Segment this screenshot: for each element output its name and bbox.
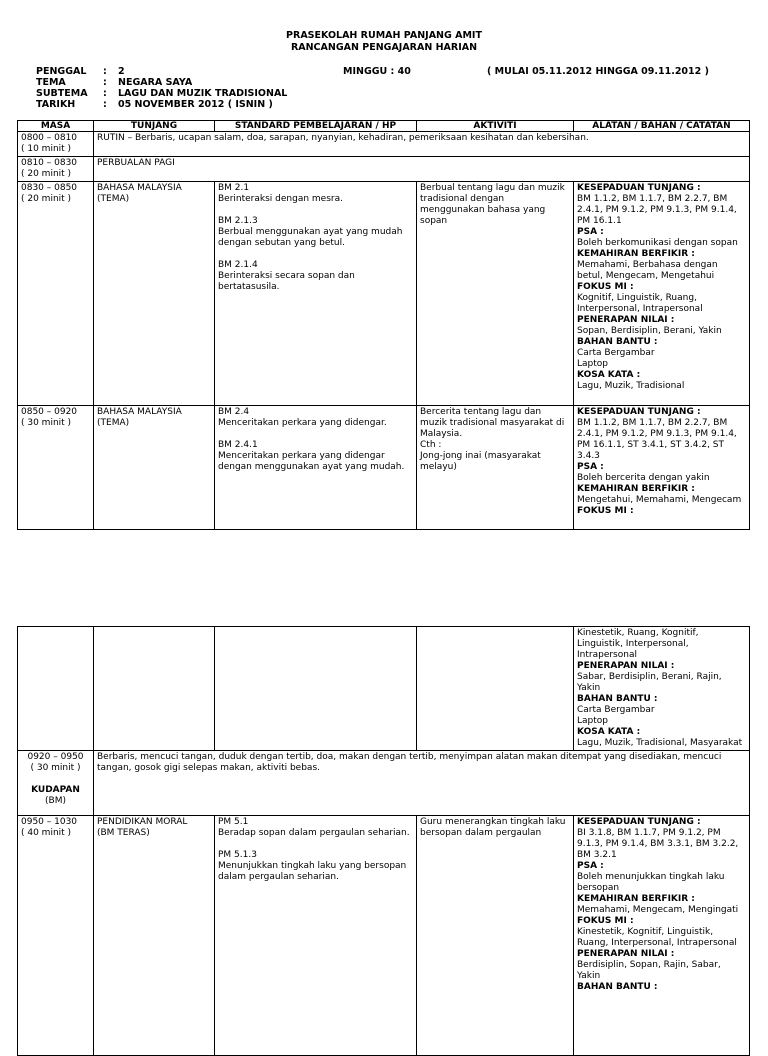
masa-duration: ( 40 minit ) xyxy=(21,828,72,838)
subtema-label: SUBTEMA xyxy=(36,88,88,99)
masa-cell xyxy=(18,132,94,157)
table-header-row xyxy=(18,121,750,132)
tema-value: NEGARA SAYA xyxy=(118,77,193,88)
sp-code: BM 2.4.1 xyxy=(218,440,258,450)
section-text: BI 3.1.8, BM 1.1.7, PM 9.1.2, PM 9.1.3, PM 9.1.4, BM 3.3.1, BM 3.2.2, BM 3.2.1 xyxy=(577,828,739,860)
penggal-value: 2 xyxy=(118,66,125,77)
sp-text: Menceritakan perkara yang didengar dengan menggunakan ayat yang mudah. xyxy=(218,451,405,472)
masa-time: 0850 – 0920 xyxy=(21,407,78,417)
kudapan-tunjang: (BM) xyxy=(45,796,66,806)
section-text: Laptop xyxy=(577,716,608,726)
masa-time: 0920 – 0950 xyxy=(27,752,84,762)
kudapan-cell: Berbaris, mencuci tangan, duduk dengan tertib, doa, makan dengan tertib, menyimpan alatan makan ditempat yang disediakan, mencuci tangan, gosok gigi selepas makan, aktiviti bebas. xyxy=(94,751,750,816)
table-row xyxy=(18,406,750,530)
section-text: BM 1.1.2, BM 1.1.7, BM 2.2.7, BM 2.4.1, PM 9.1.2, PM 9.1.3, PM 9.1.4, PM 16.1.1, ST 3.4.1, ST 3.4.2, ST 3.4.3 xyxy=(577,418,737,461)
section-text: Kognitif, Linguistik, Ruang, Interpersonal, Intrapersonal xyxy=(577,293,703,314)
section-heading: PENERAPAN NILAI : xyxy=(577,661,675,671)
spacer xyxy=(218,205,413,216)
masa-cell xyxy=(18,182,94,406)
section-heading: BAHAN BANTU : xyxy=(577,982,658,992)
sp-text: Beradap sopan dalam pergaulan seharian. xyxy=(218,828,410,838)
standard-cell xyxy=(215,406,417,530)
section-text: Boleh menunjukkan tingkah laku bersopan xyxy=(577,872,725,893)
masa-duration: ( 30 minit ) xyxy=(21,418,72,428)
alatan-cell xyxy=(574,816,750,1056)
tunjang-cell xyxy=(94,816,215,1056)
masa-time: 0800 – 0810 xyxy=(21,133,78,143)
section-heading: KOSA KATA : xyxy=(577,370,641,380)
section-heading: PENERAPAN NILAI : xyxy=(577,315,675,325)
page-2 xyxy=(0,590,768,1024)
column-header: AKTIVITI xyxy=(417,121,574,132)
spacer xyxy=(21,774,90,785)
sp-code: BM 2.1 xyxy=(218,183,250,193)
tunjang-type: (TEMA) xyxy=(97,194,130,204)
sp-code: BM 2.1.3 xyxy=(218,216,258,226)
standard-cell xyxy=(215,816,417,1056)
section-heading: FOKUS MI : xyxy=(577,282,634,292)
section-heading: KESEPADUAN TUNJANG : xyxy=(577,817,701,827)
section-text: Sabar, Berdisiplin, Berani, Rajin, Yakin xyxy=(577,672,722,693)
masa-cell xyxy=(18,157,94,182)
colon: : xyxy=(103,77,107,88)
tarikh-label: TARIKH xyxy=(36,99,76,110)
section-text: Lagu, Muzik, Tradisional xyxy=(577,381,685,391)
masa-time: 0830 – 0850 xyxy=(21,183,78,193)
table-row xyxy=(18,132,750,157)
section-text: Kinestetik, Ruang, Kognitif, Linguistik, Interpersonal, Intrapersonal xyxy=(577,628,699,660)
column-header: TUNJANG xyxy=(94,121,215,132)
tunjang-name: BAHASA MALAYSIA xyxy=(97,407,182,417)
sp-code: PM 5.1.3 xyxy=(218,850,257,860)
sp-code: BM 2.1.4 xyxy=(218,260,258,270)
aktiviti-cell xyxy=(417,627,574,751)
section-text: Kinestetik, Kognitif, Linguistik, Ruang, Interpersonal, Intrapersonal xyxy=(577,927,737,948)
lesson-plan-table xyxy=(17,120,750,530)
section-text: Mengetahui, Memahami, Mengecam xyxy=(577,495,742,505)
masa-cell xyxy=(18,406,94,530)
tunjang-cell xyxy=(94,182,215,406)
section-heading: FOKUS MI : xyxy=(577,916,634,926)
section-heading: KEMAHIRAN BERFIKIR : xyxy=(577,249,695,259)
table-row xyxy=(18,182,750,406)
section-heading: FOKUS MI : xyxy=(577,506,634,516)
section-text: BM 1.1.2, BM 1.1.7, BM 2.2.7, BM 2.4.1, PM 9.1.2, PM 9.1.3, PM 9.1.4, PM 16.1.1 xyxy=(577,194,737,226)
section-heading: PSA : xyxy=(577,861,604,871)
standard-cell xyxy=(215,182,417,406)
section-heading: KEMAHIRAN BERFIKIR : xyxy=(577,894,695,904)
section-text: Memahami, Mengecam, Mengingati xyxy=(577,905,739,915)
masa-time: 0950 – 1030 xyxy=(21,817,78,827)
section-heading: BAHAN BANTU : xyxy=(577,694,658,704)
masa-duration: ( 20 minit ) xyxy=(21,194,72,204)
date-range: ( MULAI 05.11.2012 HINGGA 09.11.2012 ) xyxy=(487,66,709,77)
column-header: ALATAN / BAHAN / CATATAN xyxy=(574,121,750,132)
section-heading: PSA : xyxy=(577,227,604,237)
section-text: Berdisiplin, Sopan, Rajin, Sabar, Yakin xyxy=(577,960,721,981)
spacer xyxy=(218,839,413,850)
colon: : xyxy=(103,66,107,77)
section-text: Carta Bergambar xyxy=(577,705,655,715)
aktiviti-text: Bercerita tentang lagu dan muzik tradisional masyarakat di Malaysia. xyxy=(420,407,565,439)
penggal-label: PENGGAL xyxy=(36,66,87,77)
spacer xyxy=(218,429,413,440)
aktiviti-text: Jong-jong inai (masyarakat melayu) xyxy=(420,451,541,472)
table-row xyxy=(18,816,750,1056)
aktiviti-cell xyxy=(417,406,574,530)
tunjang-type: (BM TERAS) xyxy=(97,828,150,838)
masa-duration: ( 30 minit ) xyxy=(30,763,81,773)
tunjang-cell xyxy=(94,627,215,751)
section-text: Boleh bercerita dengan yakin xyxy=(577,473,710,483)
section-heading: KESEPADUAN TUNJANG : xyxy=(577,407,701,417)
tunjang-cell xyxy=(94,406,215,530)
perbualan-cell: PERBUALAN PAGI xyxy=(94,157,750,182)
sp-text: Berinteraksi secara sopan dan bertatasusila. xyxy=(218,271,355,292)
column-header: MASA xyxy=(18,121,94,132)
section-text: Boleh berkomunikasi dengan sopan xyxy=(577,238,738,248)
sp-code: PM 5.1 xyxy=(218,817,249,827)
standard-cell xyxy=(215,627,417,751)
masa-duration: ( 20 minit ) xyxy=(21,169,72,179)
school-title: PRASEKOLAH RUMAH PANJANG AMIT xyxy=(286,30,482,41)
tunjang-name: PENDIDIKAN MORAL xyxy=(97,817,188,827)
column-header: STANDARD PEMBELAJARAN / HP xyxy=(215,121,417,132)
section-heading: PSA : xyxy=(577,462,604,472)
masa-cell xyxy=(18,751,94,816)
masa-duration: ( 10 minit ) xyxy=(21,144,72,154)
sp-code: BM 2.4 xyxy=(218,407,250,417)
sp-text: Berinteraksi dengan mesra. xyxy=(218,194,343,204)
sp-text: Berbual menggunakan ayat yang mudah dengan sebutan yang betul. xyxy=(218,227,403,248)
table-row xyxy=(18,751,750,816)
aktiviti-cell: Guru menerangkan tingkah laku bersopan dalam pergaulan xyxy=(417,816,574,1056)
section-heading: PENERAPAN NILAI : xyxy=(577,949,675,959)
masa-cell xyxy=(18,627,94,751)
alatan-cell xyxy=(574,182,750,406)
section-text: Carta Bergambar xyxy=(577,348,655,358)
colon: : xyxy=(103,99,107,110)
section-text: Lagu, Muzik, Tradisional, Masyarakat xyxy=(577,738,743,748)
masa-time: 0810 – 0830 xyxy=(21,158,78,168)
section-heading: KESEPADUAN TUNJANG : xyxy=(577,183,701,193)
subtema-value: LAGU DAN MUZIK TRADISIONAL xyxy=(118,88,288,99)
section-text: Sopan, Berdisiplin, Berani, Yakin xyxy=(577,326,722,336)
spacer xyxy=(218,249,413,260)
tema-label: TEMA xyxy=(36,77,66,88)
masa-cell xyxy=(18,816,94,1056)
section-heading: BAHAN BANTU : xyxy=(577,337,658,347)
rutin-cell: RUTIN – Berbaris, ucapan salam, doa, sarapan, nyanyian, kehadiran, pemeriksaan kesihatan dan kebersihan. xyxy=(94,132,750,157)
minggu: MINGGU : 40 xyxy=(343,66,411,77)
section-heading: KOSA KATA : xyxy=(577,727,641,737)
section-text: Laptop xyxy=(577,359,608,369)
colon: : xyxy=(103,88,107,99)
table-row xyxy=(18,627,750,751)
alatan-cell xyxy=(574,406,750,530)
lesson-plan-table-continued xyxy=(17,626,750,1056)
kudapan-label: KUDAPAN xyxy=(31,785,80,795)
alatan-cell xyxy=(574,627,750,751)
table-row xyxy=(18,157,750,182)
document-title: RANCANGAN PENGAJARAN HARIAN xyxy=(290,42,478,53)
sp-text: Menceritakan perkara yang didengar. xyxy=(218,418,387,428)
section-heading: KEMAHIRAN BERFIKIR : xyxy=(577,484,695,494)
aktiviti-cell: Berbual tentang lagu dan muzik tradisional dengan menggunakan bahasa yang sopan xyxy=(417,182,574,406)
tarikh-value: 05 NOVEMBER 2012 ( ISNIN ) xyxy=(118,99,273,110)
aktiviti-text: Cth : xyxy=(420,440,442,450)
sp-text: Menunjukkan tingkah laku yang bersopan dalam pergaulan seharian. xyxy=(218,861,407,882)
tunjang-name: BAHASA MALAYSIA xyxy=(97,183,182,193)
tunjang-type: (TEMA) xyxy=(97,418,130,428)
section-text: Memahami, Berbahasa dengan betul, Mengecam, Mengetahui xyxy=(577,260,718,281)
